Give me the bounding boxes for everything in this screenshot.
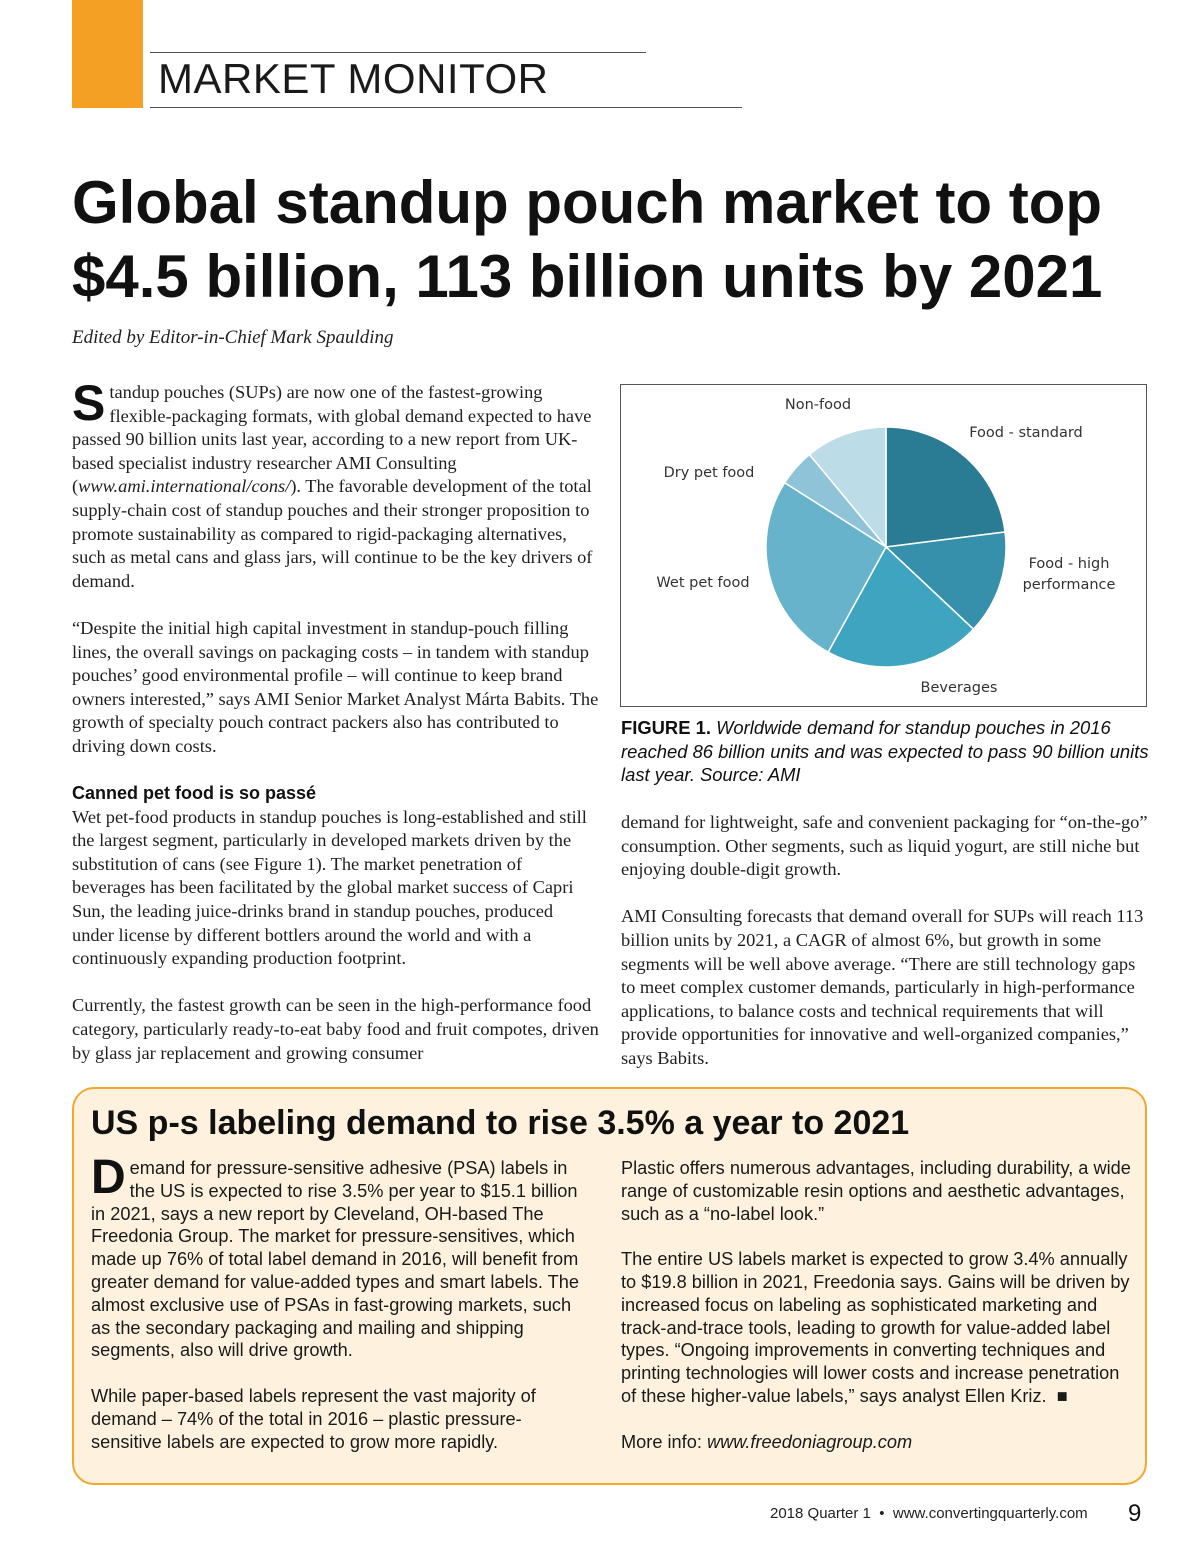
- sidebar-title: US p-s labeling demand to rise 3.5% a year to 2021: [91, 1104, 910, 1142]
- ami-link[interactable]: www.ami.international/cons/: [78, 476, 291, 497]
- pie-label: Non-food: [784, 397, 852, 413]
- page-footer: [770, 1505, 1088, 1522]
- article-paragraph: [72, 375, 599, 593]
- article-column-left: [72, 375, 599, 1065]
- sidebar-paragraph: [621, 1431, 1131, 1454]
- paragraph-text: Wet pet-food products in standup pouches is long-established and still the largest segment, particularly in developed markets driven by the substitution of cans (see Figure 1). The market penetration of beverages has been facilitated by the global market success of Capri Sun, the leading juice-drinks brand in standup pouches, produced under license by different bottlers around the world and with a continuously expanding production footprint.: [72, 806, 587, 969]
- article-subhead: Canned pet food is so passé: [72, 783, 317, 804]
- paragraph-text: The entire US labels market is expected to grow 3.4% annually to $19.8 billion in 2021, Freedonia says. Gains will be driven by increased focus on labeling as sophisticated marketing and track-and-trace tools, leading to growth for value-added label types. “Ongoing improvements in converting techniques and printing technologies will lower costs and increase penetration of these higher-value labels,” says analyst Ellen Kriz.: [621, 1249, 1130, 1406]
- pie-label: Wet pet food: [656, 575, 750, 591]
- pie-slice-food-standard: [886, 427, 1005, 547]
- section-color-tab: [72, 0, 143, 108]
- sidebar-paragraph: [91, 1151, 591, 1362]
- footer-separator: •: [879, 1505, 885, 1522]
- sidebar-paragraph: While paper-based labels represent the vast majority of demand – 74% of the total in 2016 – plastic pressure-sensitive labels are expected to grow more rapidly.: [91, 1385, 536, 1452]
- dropcap: S: [72, 375, 106, 431]
- article-headline: Global standup pouch market to top $4.5 billion, 113 billion units by 2021: [72, 169, 1103, 310]
- end-mark-icon: ■: [1056, 1385, 1068, 1406]
- article-paragraph: AMI Consulting forecasts that demand overall for SUPs will reach 113 billion units by 2021, a CAGR of almost 6%, but growth in some segments will be well above average. “There are still technology gaps to meet complex customer demands, particularly in high-performance applications, to balance costs and technical requirements that will provide opportunities for innovative and well-organized companies,” says Babits.: [621, 906, 1144, 1068]
- pie-chart: [621, 385, 1146, 706]
- section-label: MARKET MONITOR: [158, 55, 549, 102]
- article-byline: Edited by Editor-in-Chief Mark Spaulding: [72, 327, 394, 348]
- article-paragraph: [72, 782, 599, 971]
- figure-number: FIGURE 1.: [621, 717, 711, 738]
- sidebar-paragraph: [621, 1248, 1131, 1408]
- header-rule-bottom: [150, 107, 742, 108]
- figure-caption-text: Worldwide demand for standup pouches in 2016 reached 86 billion units and was expected to pass 90 billion units last year. Source: AMI: [621, 717, 1149, 786]
- sidebar-column-right: [621, 1157, 1131, 1453]
- figure-1-chart: [620, 384, 1147, 707]
- pie-label: Beverages: [920, 680, 998, 696]
- article-paragraph: demand for lightweight, safe and convenient packaging for “on-the-go” consumption. Other segments, such as liquid yogurt, are still niche but enjoying double-digit growth.: [621, 812, 1148, 880]
- sidebar-paragraph: Plastic offers numerous advantages, including durability, a wide range of customizable resin options and aesthetic advantages, such as a “no-label look.”: [621, 1158, 1131, 1224]
- footer-website[interactable]: www.convertingquarterly.com: [892, 1505, 1088, 1522]
- article-column-right: [621, 811, 1148, 1071]
- paragraph-text: tandup pouches (SUPs) are now one of the fastest-growing flexible-packaging formats, with global demand expected to have passed 90 billion units last year, according to a new report from UK-based specialist industry researcher AMI Consulting (: [72, 382, 592, 497]
- pie-label: Food - standard: [969, 425, 1083, 441]
- sidebar-column-left: [91, 1151, 591, 1453]
- dropcap: D: [91, 1151, 126, 1204]
- article-paragraph: Currently, the fastest growth can be seen in the high-performance food category, particularly ready-to-eat baby food and fruit compotes, driven by glass jar replacement and growing consumer: [72, 995, 599, 1063]
- more-info-label: More info:: [621, 1431, 702, 1452]
- header-rule-top: [150, 52, 646, 53]
- paragraph-text: ). The favorable development of the total supply-chain cost of standup pouches and their stronger proposition to promote sustainability as compared to rigid-packaging alternatives, such as metal cans and glass jars, will continue to be the key drivers of demand.: [72, 476, 593, 591]
- article-paragraph: “Despite the initial high capital investment in standup-pouch filling lines, the overall savings on packaging costs – in tandem with standup pouches’ good environmental profile – will continue to keep brand owners interested,” says AMI Senior Market Analyst Márta Babits. The growth of specialty pouch contract packers also has contributed to driving down costs.: [72, 617, 599, 756]
- freedonia-link[interactable]: www.freedoniagroup.com: [706, 1431, 913, 1452]
- pie-label: Dry pet food: [663, 465, 755, 481]
- footer-issue: 2018 Quarter 1: [770, 1505, 871, 1522]
- paragraph-text: emand for pressure-sensitive adhesive (PSA) labels in the US is expected to rise 3.5% per year to $15.1 billion in 2021, says a new report by Cleveland, OH-based The Freedonia Group. The market for pressure-sensitives, which made up 76% of total label demand in 2016, will benefit from greater demand for value-added types and smart labels. The almost exclusive use of PSAs in fast-growing markets, such as the secondary packaging and mailing and shipping segments, also will drive growth.: [91, 1158, 579, 1361]
- page-number: 9: [1128, 1500, 1142, 1527]
- figure-caption: [621, 716, 1151, 787]
- pie-label: Food - high performance: [1022, 556, 1116, 593]
